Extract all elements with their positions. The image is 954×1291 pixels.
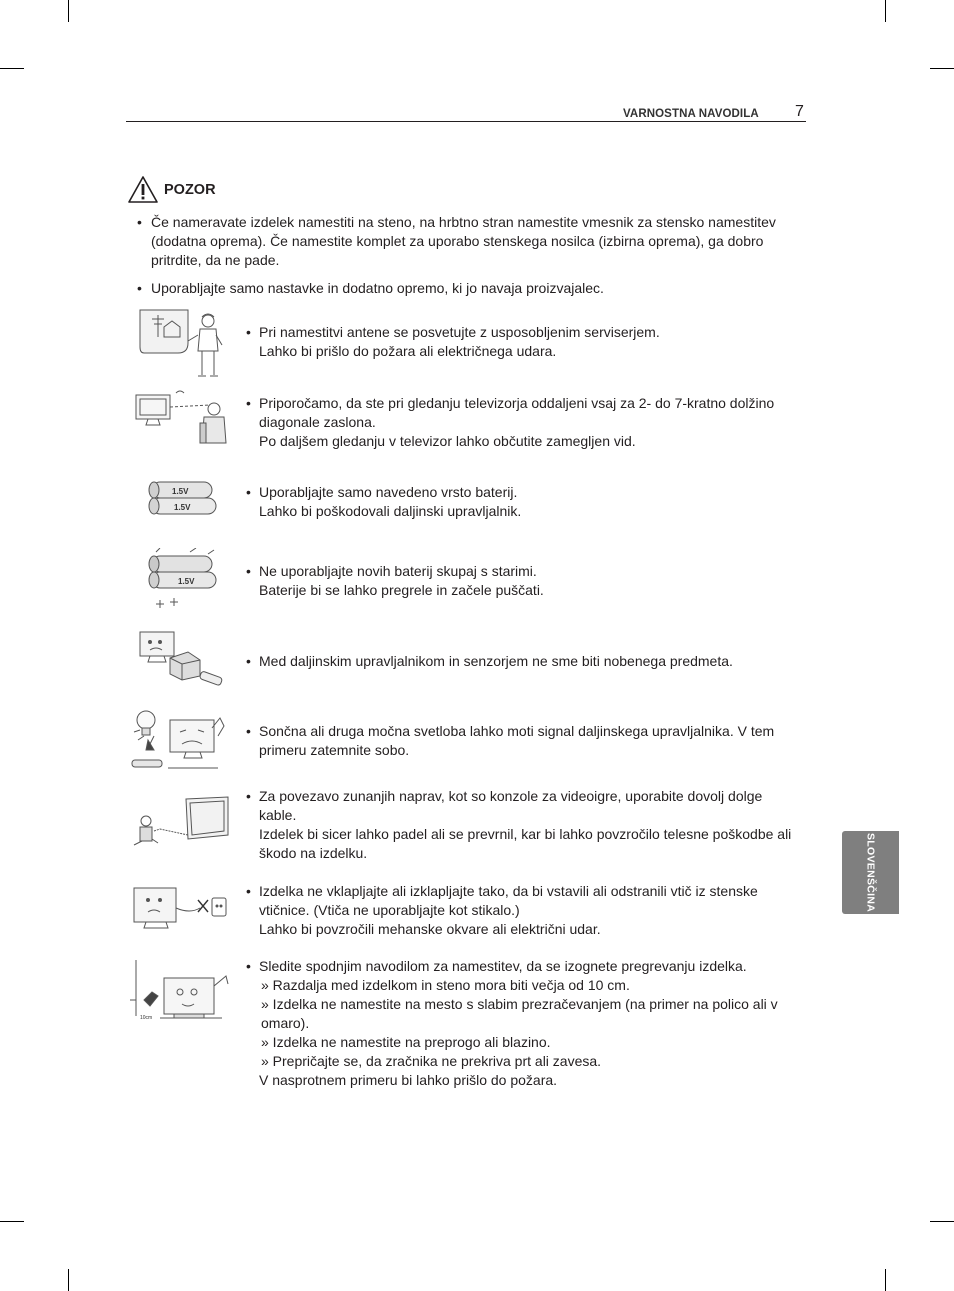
antenna-installer-icon bbox=[130, 307, 230, 379]
note-item bbox=[244, 562, 794, 600]
safety-note bbox=[244, 882, 794, 939]
note-item bbox=[244, 652, 794, 671]
note-subitem: » Izdelka ne namestite na preprogo ali blazino. bbox=[261, 1034, 551, 1050]
header-rule bbox=[126, 121, 806, 122]
safety-note bbox=[244, 323, 794, 361]
language-tab-label: SLOVENŠČINA bbox=[864, 832, 877, 913]
note-line: V nasprotnem primeru bi lahko prišlo do požara. bbox=[259, 1072, 558, 1088]
warning-triangle-icon bbox=[127, 175, 159, 204]
crop-mark bbox=[0, 1221, 24, 1222]
note-line: • Uporabljajte samo navedeno vrsto baterij. bbox=[259, 484, 518, 500]
battery-label: 1.5V bbox=[178, 577, 195, 586]
safety-note bbox=[244, 722, 794, 760]
safety-note bbox=[244, 562, 794, 600]
caution-list bbox=[135, 213, 795, 298]
note-line: Po daljšem gledanju v televizor lahko občutite zamegljen vid. bbox=[259, 433, 636, 449]
crop-mark bbox=[930, 1221, 954, 1222]
note-item bbox=[244, 957, 794, 1090]
note-line: Izdelek bi sicer lahko padel ali se prevrnil, kar bi lahko povzročilo telesne poškodbe ali škodo na izdelku. bbox=[259, 826, 792, 861]
battery-label: 1.5V bbox=[172, 487, 189, 496]
safety-note bbox=[244, 957, 794, 1090]
strong-light-icon bbox=[130, 706, 230, 774]
safety-note bbox=[244, 652, 794, 671]
note-line: • Ne uporabljajte novih baterij skupaj s starimi. bbox=[259, 563, 537, 579]
crop-mark bbox=[68, 0, 69, 22]
ventilation-icon bbox=[130, 956, 230, 1026]
note-line: • Sončna ali druga močna svetloba lahko moti signal daljinskega upravljalnika. V tem primeru zatemnite sobo. bbox=[259, 723, 775, 758]
note-item bbox=[244, 394, 794, 451]
note-line: Baterije bi se lahko pregrele in začele puščati. bbox=[259, 582, 544, 598]
safety-note bbox=[244, 394, 794, 451]
note-subitem: » Izdelka ne namestite na mesto s slabim prezračevanjem (na primer na polico ali v omaro). bbox=[261, 996, 778, 1031]
batteries-icon bbox=[130, 478, 230, 524]
list-item: • Uporabljajte samo nastavke in dodatno opremo, ki jo navaja proizvajalec. bbox=[135, 279, 795, 298]
note-line: • Priporočamo, da ste pri gledanju televizorja oddaljeni vsaj za 2- do 7-kratno dolžino diagonale zaslona. bbox=[259, 395, 775, 430]
note-subitem: » Prepričajte se, da zračnika ne prekriva prt ali zavesa. bbox=[261, 1053, 602, 1069]
note-item bbox=[244, 882, 794, 939]
note-line: • Za povezavo zunanjih naprav, kot so konzole za videoigre, uporabite dovolj dolge kable. bbox=[259, 788, 763, 823]
cable-length-icon bbox=[130, 795, 230, 851]
safety-note bbox=[244, 483, 794, 521]
note-line: • Izdelka ne vklapljajte ali izklapljajte tako, da bi vstavili ali odstranili vtič iz stenske vtičnice. (Vtiča ne uporabljajte kot stikalo.) bbox=[259, 883, 758, 918]
note-line: Lahko bi poškodovali daljinski upravljalnik. bbox=[259, 503, 522, 519]
crop-mark bbox=[885, 0, 886, 22]
note-item bbox=[244, 722, 794, 760]
distance-label: 10cm bbox=[140, 1015, 153, 1021]
safety-note bbox=[244, 787, 794, 863]
note-item bbox=[244, 323, 794, 361]
caution-label: POZOR bbox=[164, 182, 216, 198]
note-line: • Sledite spodnjim navodilom za namestitev, da se izognete pregrevanju izdelka. bbox=[259, 958, 747, 974]
power-plug-icon bbox=[130, 884, 230, 936]
list-item: • Če nameravate izdelek namestiti na steno, na hrbtno stran namestite vmesnik za stensko namestitev (dodatna oprema). Če namestite komplet za uporabo stenskega nosilca (izbirna oprema), ga dobro pritrdite, da ne pade. bbox=[135, 213, 795, 270]
language-tab bbox=[842, 831, 899, 914]
crop-mark bbox=[885, 1269, 886, 1291]
note-line: • Med daljinskim upravljalnikom in senzorjem ne sme biti nobenega predmeta. bbox=[259, 653, 733, 669]
page-number: 7 bbox=[795, 103, 804, 120]
note-subitem: » Razdalja med izdelkom in steno mora biti večja od 10 cm. bbox=[261, 977, 630, 993]
running-header: VARNOSTNA NAVODILA bbox=[623, 108, 759, 120]
crop-mark bbox=[930, 68, 954, 69]
note-line: • Pri namestitvi antene se posvetujte z usposobljenim serviserjem. bbox=[259, 324, 660, 340]
crop-mark bbox=[0, 68, 24, 69]
crop-mark bbox=[68, 1269, 69, 1291]
note-line: Lahko bi povzročili mehanske okvare ali električni udar. bbox=[259, 921, 601, 937]
remote-obstacle-icon bbox=[130, 628, 230, 690]
note-item bbox=[244, 483, 794, 521]
old-new-batteries-icon bbox=[130, 548, 230, 612]
note-line: Lahko bi prišlo do požara ali električnega udara. bbox=[259, 343, 557, 359]
viewing-distance-icon bbox=[130, 387, 230, 449]
battery-label: 1.5V bbox=[174, 503, 191, 512]
note-item bbox=[244, 787, 794, 863]
